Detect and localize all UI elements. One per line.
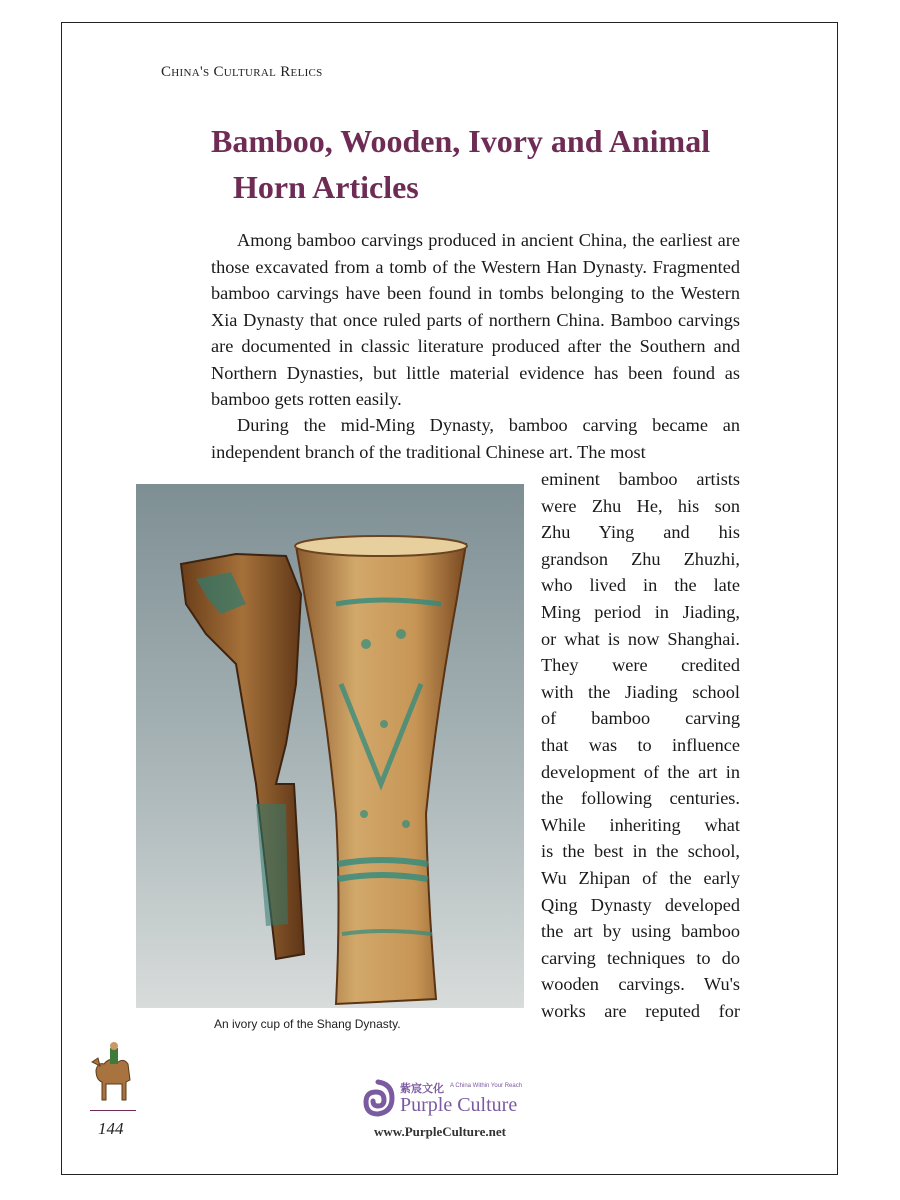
publisher-logo <box>360 1078 560 1142</box>
narrow-line: were Zhu He, his son <box>541 495 740 516</box>
narrow-line: eminent bamboo artists <box>541 469 740 489</box>
camel-rider-icon <box>88 1040 138 1106</box>
narrow-line: or what is now Shanghai. <box>541 628 740 649</box>
ivory-cup-illustration <box>136 484 524 1008</box>
logo-name: Purple Culture <box>400 1094 518 1116</box>
narrow-line: is the best in the school, <box>541 841 740 862</box>
narrow-line: of bamboo carving <box>541 708 740 729</box>
figure-caption: An ivory cup of the Shang Dynasty. <box>214 1017 401 1031</box>
narrow-line: works are reputed for <box>541 1000 740 1021</box>
logo-tagline: A China Within Your Reach <box>450 1083 523 1089</box>
narrow-line: that was to influence <box>541 734 740 755</box>
narrow-line: with the Jiading school <box>541 681 740 702</box>
narrow-line: the art by using bamboo <box>541 921 740 942</box>
narrow-line: Qing Dynasty developed <box>541 894 740 915</box>
narrow-line: Wu Zhipan of the early <box>541 867 740 888</box>
narrow-line: wooden carvings. Wu's <box>541 974 740 995</box>
narrow-line: While inheriting what <box>541 814 740 835</box>
running-head: China's Cultural Relics <box>161 64 323 80</box>
footer-rule <box>90 1110 136 1111</box>
swirl-logo-icon <box>360 1078 396 1118</box>
title-line-2: Horn Articles <box>233 169 419 205</box>
article-title <box>211 118 771 210</box>
narrow-line: Zhu Ying and his <box>541 522 740 543</box>
narrow-line: development of the art in <box>541 761 740 782</box>
paragraph-2-wide: During the mid-Ming Dynasty, bamboo carving became an independent branch of the traditional Chinese art. The most <box>211 415 740 462</box>
paragraph-2-narrow-column <box>541 466 740 1024</box>
ivory-cup-photo <box>136 484 524 1008</box>
narrow-line: Ming period in Jiading, <box>541 601 740 622</box>
logo-chinese-name: 紫宸文化 <box>400 1082 444 1095</box>
narrow-line: carving techniques to do <box>541 947 740 968</box>
narrow-line: grandson Zhu Zhuzhi, <box>541 548 740 569</box>
paragraph-1: Among bamboo carvings produced in ancient China, the earliest are those excavated from a tomb of the Western Han Dynasty. Fragmented bamboo carvings have been found in tombs belonging to the Western Xia Dynasty that once ruled parts of northern China. Bamboo carvings are documented in classic literature produced after the Southern and Northern Dynasties, but little material evidence has been found as bamboo gets rotten easily. <box>211 230 740 409</box>
logo-url: www.PurpleCulture.net <box>374 1124 506 1139</box>
narrow-line: who lived in the late <box>541 575 740 596</box>
narrow-line: They were credited <box>541 655 740 676</box>
page-number: 144 <box>98 1119 124 1138</box>
narrow-line: the following centuries. <box>541 788 740 809</box>
title-line-1: Bamboo, Wooden, Ivory and Animal <box>211 123 711 159</box>
